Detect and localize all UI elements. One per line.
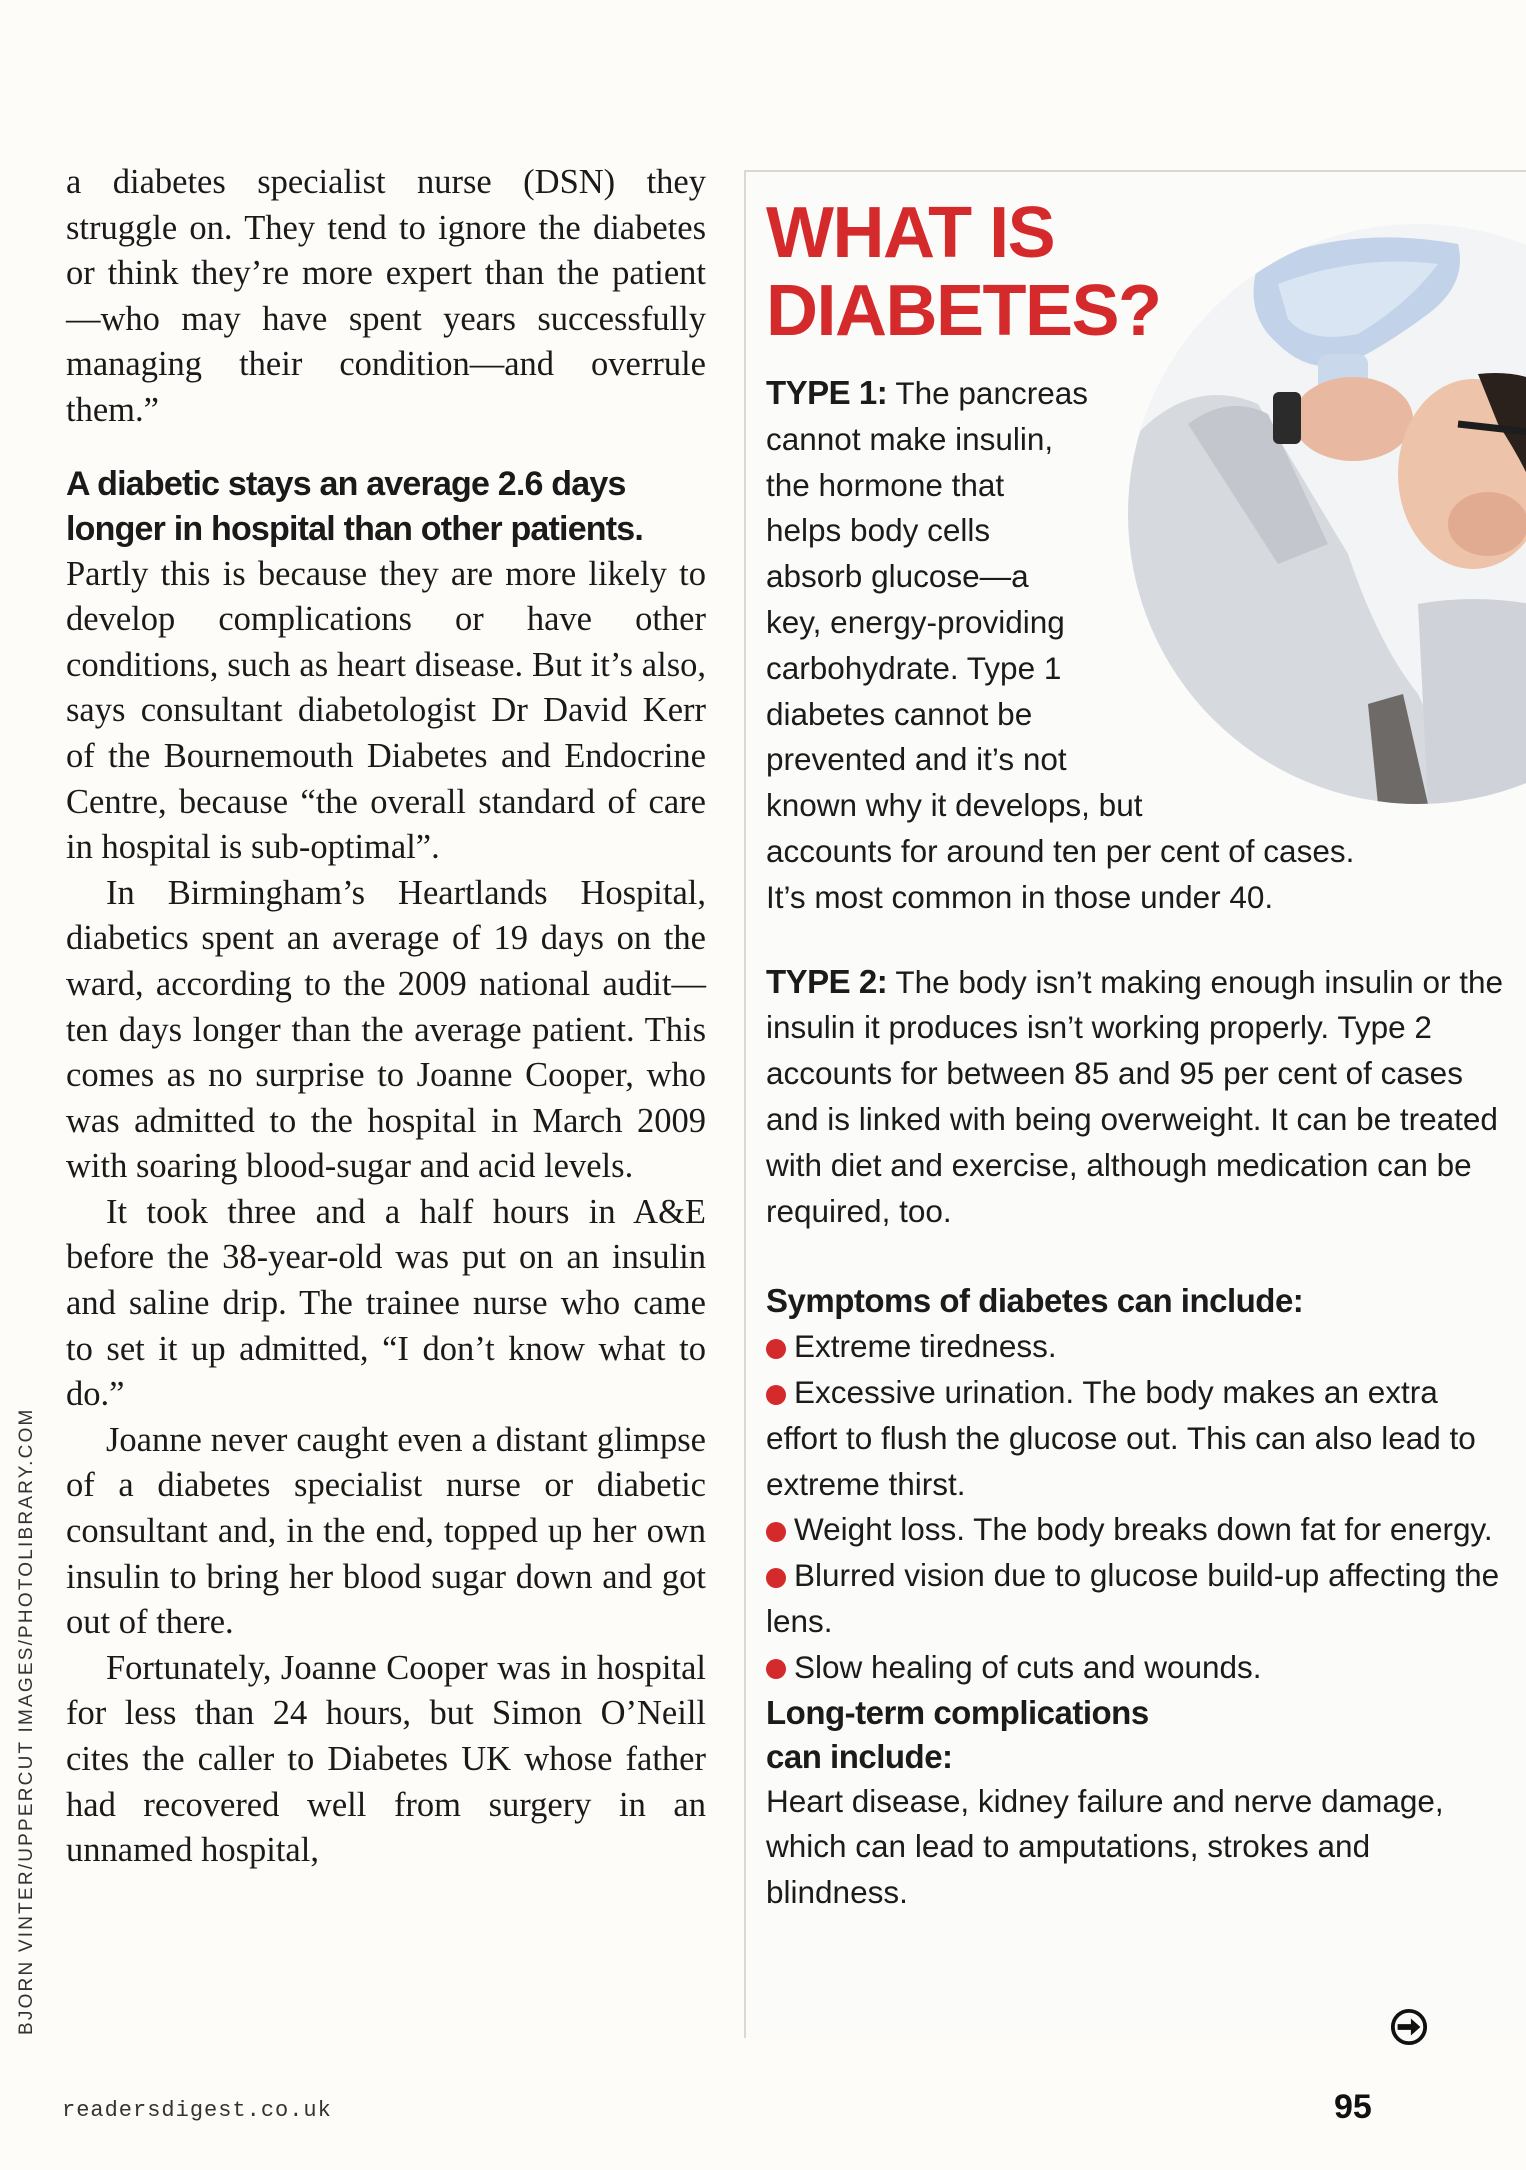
type1-label: TYPE 1:	[766, 374, 888, 411]
arrow-right-circle-icon	[1390, 2008, 1428, 2046]
bullet-dot-icon	[766, 1522, 786, 1542]
type1-line: It’s most common in those under 40.	[766, 878, 1274, 915]
list-item	[766, 1370, 1506, 1507]
list-item	[766, 1324, 1506, 1370]
symptom-text: Excessive urination. The body makes an extra effort to flush the glucose out. This can also lead to extreme thirst.	[766, 1373, 1476, 1502]
sidebar-title-line: WHAT IS	[766, 193, 1055, 273]
sidebar-title-line: DIABETES?	[766, 271, 1161, 351]
symptoms-list	[766, 1324, 1506, 1690]
list-item	[766, 1507, 1506, 1553]
longterm-heading	[766, 1691, 1506, 1779]
type1-line: diabetes cannot be	[766, 695, 1033, 732]
longterm-heading-line: Long-term complications	[766, 1693, 1149, 1731]
type2-label: TYPE 2:	[766, 962, 888, 1000]
type1-line: accounts for around ten per cent of cases.	[766, 832, 1355, 869]
symptoms-heading: Symptoms of diabetes can include:	[766, 1282, 1304, 1320]
symptom-text: Weight loss. The body breaks down fat for energy.	[794, 1511, 1493, 1548]
longterm-text: Heart disease, kidney failure and nerve damage, which can lead to amputations, strokes and blindness.	[766, 1782, 1444, 1911]
article-paragraph: It took three and a half hours in A&E before the 38-year-old was put on an insulin and saline drip. The trainee nurse who came to set it up admitted, “I don’t know what to do.”	[66, 1192, 706, 1414]
type1-line: known why it develops, but	[766, 787, 1143, 824]
list-item	[766, 1645, 1506, 1691]
type1-line: carbohydrate. Type 1	[766, 649, 1062, 686]
bullet-dot-icon	[766, 1568, 786, 1588]
symptom-text: Extreme tiredness.	[794, 1328, 1057, 1365]
type1-line: prevented and it’s not	[766, 741, 1067, 778]
type1-text: The pancreas	[887, 375, 1089, 411]
bullet-dot-icon	[766, 1385, 786, 1405]
type1-line: the hormone that	[766, 466, 1005, 503]
symptom-text: Slow healing of cuts and wounds.	[794, 1648, 1262, 1685]
photo-credit: BJORN VINTER/UPPERCUT IMAGES/PHOTOLIBRARY.COM	[16, 1407, 37, 2035]
type1-line: absorb glucose—a	[766, 558, 1029, 595]
footer-site: readersdigest.co.uk	[62, 2098, 332, 2123]
article-paragraph: Joanne never caught even a distant glimpse of a diabetes specialist nurse or diabetic consultant and, in the end, topped up her own insulin to bring her blood sugar down and got out of there.	[66, 1420, 706, 1642]
article-body	[66, 160, 706, 1874]
type2-text: The body isn’t making enough insulin or the insulin it produces isn’t working properly. Type 2 accounts for between 85 and 95 per cent of cases and is linked with being overweight. It can be treated with diet and exercise, although medication can be required, too.	[766, 963, 1504, 1229]
article-paragraph: Fortunately, Joanne Cooper was in hospital for less than 24 hours, but Simon O’Neill cites the caller to Diabetes UK whose father had recovered well from surgery in an unnamed hospital,	[66, 1648, 706, 1870]
type1-line: helps body cells	[766, 512, 991, 549]
bullet-dot-icon	[766, 1659, 786, 1679]
type2-section	[766, 959, 1506, 1235]
list-item	[766, 1553, 1506, 1645]
article-paragraph: Partly this is because they are more likely to develop complications or have other conditions, such as heart disease. But it’s also, says consultant diabetologist Dr David Kerr of the Bournemouth Diabetes and Endocrine Centre, because “the overall standard of care in hospital is sub-optimal”.	[66, 554, 706, 867]
longterm-heading-line: can include:	[766, 1737, 953, 1775]
bullet-dot-icon	[766, 1339, 786, 1359]
article-paragraph: In Birmingham’s Heartlands Hospital, diabetics spent an average of 19 days on the ward, according to the 2009 national audit—ten days longer than the average patient. This comes as no surprise to Joanne Cooper, who was admitted to the hospital in March 2009 with soaring blood-sugar and acid levels.	[66, 873, 706, 1186]
article-subhead: A diabetic stays an average 2.6 days longer in hospital than other patients.	[66, 464, 644, 548]
type1-line: cannot make insulin,	[766, 420, 1054, 457]
symptom-text: Blurred vision due to glucose build-up affecting the lens.	[766, 1557, 1500, 1639]
article-paragraph: a diabetes specialist nurse (DSN) they struggle on. They tend to ignore the diabetes or think they’re more expert than the patient—who may have spent years successfully managing their condition—and overrule them.”	[66, 163, 706, 429]
type1-line: key, energy-providing	[766, 603, 1065, 640]
page-number: 95	[1334, 2088, 1372, 2126]
